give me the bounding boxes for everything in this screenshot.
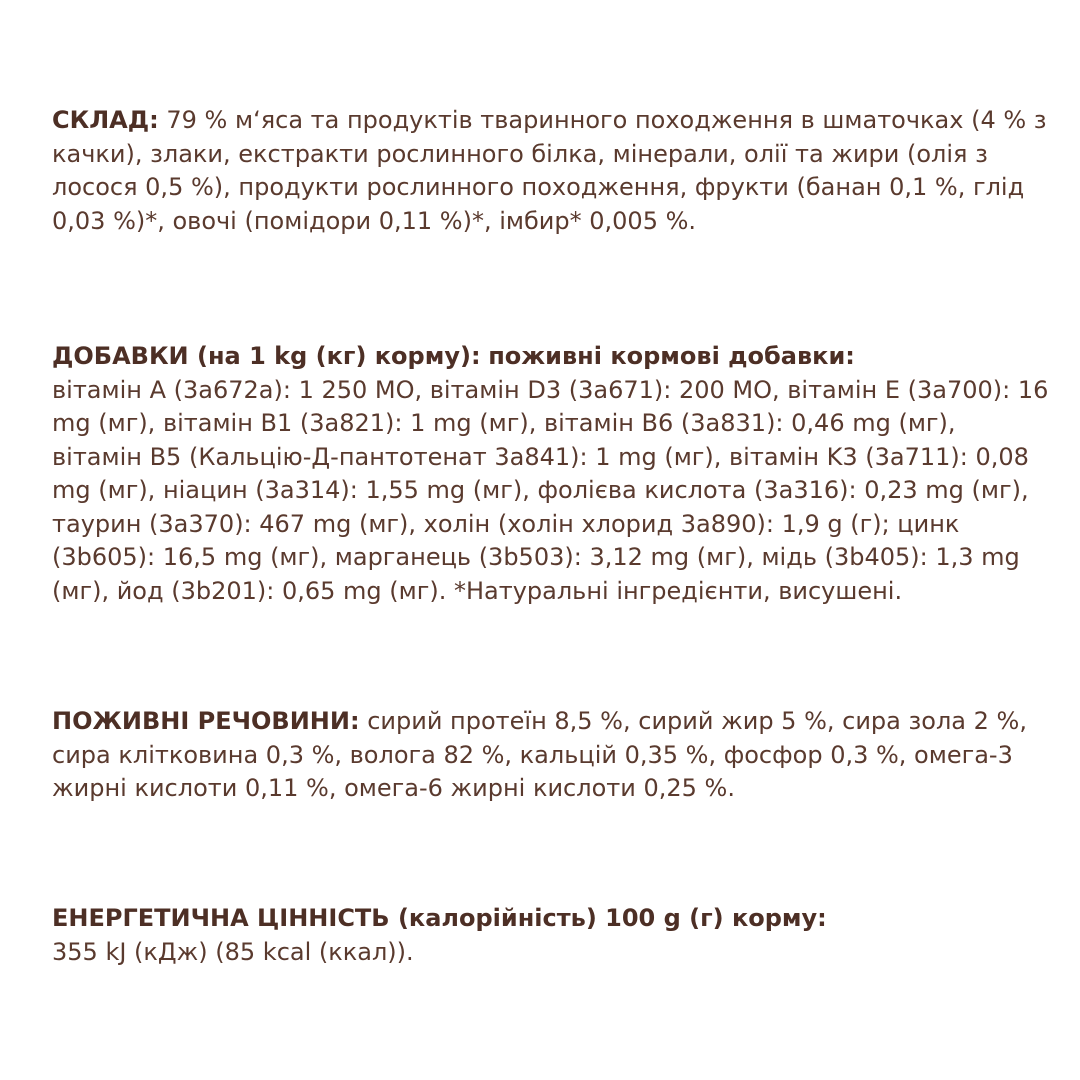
composition-heading: СКЛАД: xyxy=(52,106,159,134)
energy-text: 355 kJ (кДж) (85 kcal (ккал)). xyxy=(52,937,414,966)
additives-text: вітамін A (3a672a): 1 250 МО, вітамін D3 (3a671): 200 МО, вітамін E (3a700): 16 mg (мг), вітамін B1 (3a821): 1 mg (мг), вітамін B6 (3a831): 0,46 mg (мг), вітамін B5 (Кальцію-Д-пантотенат 3a841): 1 mg (мг), вітамін K3 (3a711): 0,08 mg (мг), ніацин (3a314): 1,55 mg (мг), фолієва кислота (3a316): 0,23 mg (мг), таурин (3a370): 467 mg (мг), холін (холін хлорид 3a890): 1,9 g (г); цинк (3b605): 16,5 mg (мг), марганець (3b503): 3,12 mg (мг), мідь (3b405): 1,3 mg (мг), йод (3b201): 0,65 mg (мг). *Натуральні інгредієнти, висушені. xyxy=(52,375,1049,605)
composition-section xyxy=(52,104,1052,238)
additives-section xyxy=(52,340,1052,608)
composition-text: 79 % м‘яса та продуктів тваринного походження в шматочках (4 % з качки), злаки, екстракти рослинного білка, мінерали, олії та жири (олія з лосося 0,5 %), продукти рослинного походження, фрукти (банан 0,1 %, глід 0,03 %)*, овочі (помідори 0,11 %)*, імбир* 0,005 %. xyxy=(52,106,1047,235)
additives-subheading: поживні кормові добавки: xyxy=(488,342,855,370)
energy-section xyxy=(52,902,1052,969)
nutrients-section xyxy=(52,705,1052,806)
nutrients-text: сирий протеїн 8,5 %, сирий жир 5 %, сира зола 2 %, сира клітковина 0,3 %, волога 82 %, кальцій 0,35 %, фосфор 0,3 %, омега-3 жирні кислоти 0,11 %, омега-6 жирні кислоти 0,25 %. xyxy=(52,707,1027,802)
additives-heading: ДОБАВКИ (на 1 kg (кг) корму): xyxy=(52,342,481,370)
energy-heading: ЕНЕРГЕТИЧНА ЦІННІСТЬ (калорійність) 100 g (г) корму: xyxy=(52,904,827,932)
nutrients-heading: ПОЖИВНІ РЕЧОВИНИ: xyxy=(52,707,360,735)
